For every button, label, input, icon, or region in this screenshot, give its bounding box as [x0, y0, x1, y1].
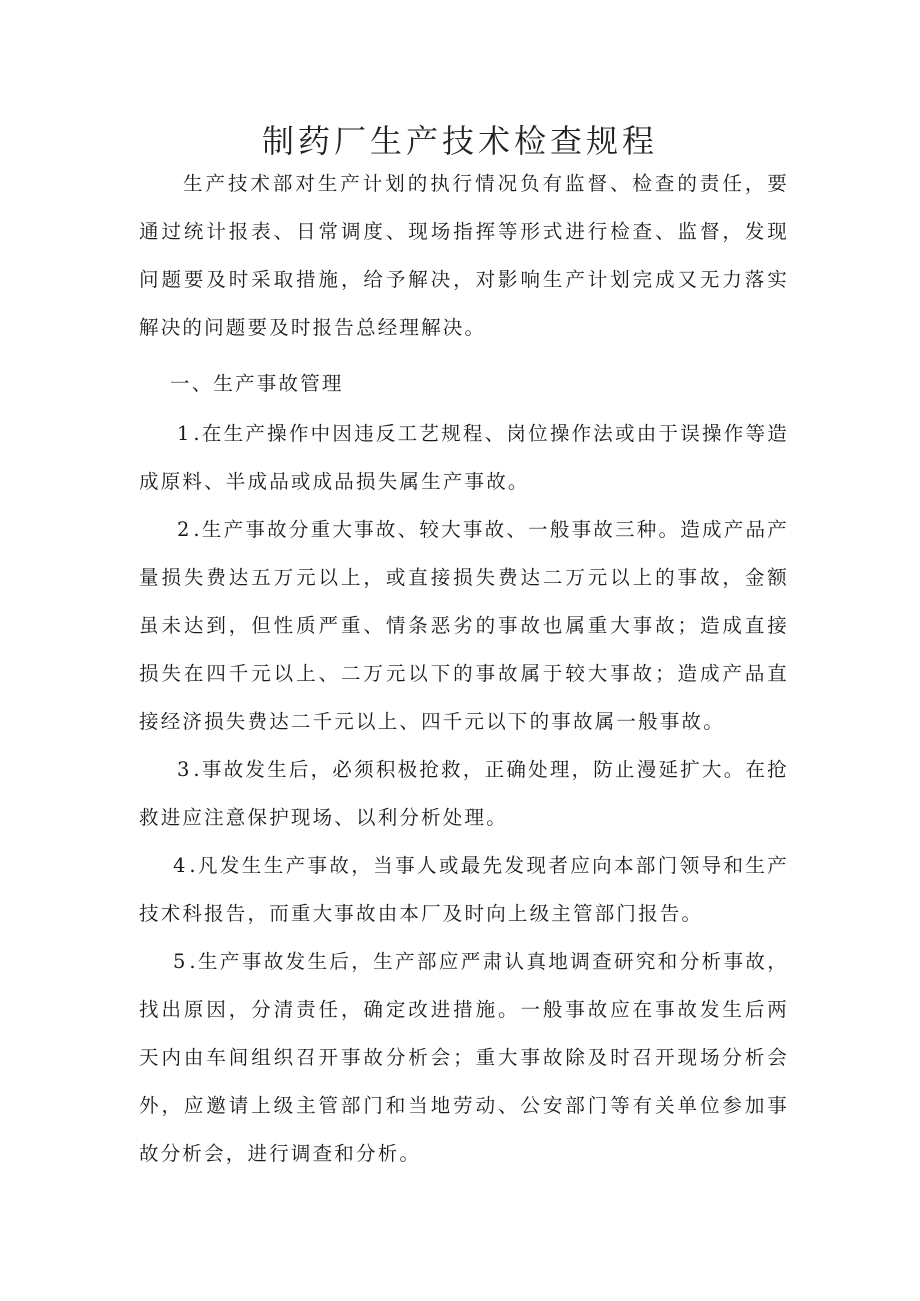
list-item: [139, 938, 789, 1178]
item-text: .生产事故发生后，生产部应严肃认真地调查研究和分析事故，找出原因，分清责任，确定改进措施。一般事故应在事故发生后两天内由车间组织召开事故分析会；重大事故除及时召开现场分析会外，应邀请上级主管部门和当地劳动、公安部门等有关单位参加事故分析会，进行调查和分析。: [139, 950, 789, 1165]
item-number: 2: [177, 518, 194, 541]
item-number: 1: [177, 422, 194, 445]
intro-paragraph: 生产技术部对生产计划的执行情况负有监督、检查的责任，要通过统计报表、日常调度、现场指挥等形式进行检查、监督，发现问题要及时采取措施，给予解决，对影响生产计划完成又无力落实解决的问题要及时报告总经理解决。: [139, 172, 789, 339]
list-item: [139, 842, 789, 938]
item-text: .生产事故分重大事故、较大事故、一般事故三种。造成产品产量损失费达五万元以上，或直接损失费达二万元以上的事故，金额虽未达到，但性质严重、情条恶劣的事故也属重大事故；造成直接损失在四千元以上、二万元以下的事故属于较大事故；造成产品直接经济损失费达二千元以上、四千元以下的事故属一般事故。: [139, 518, 789, 733]
item-text: .在生产操作中因违反工艺规程、岗位操作法或由于误操作等造成原料、半成品或成品损失属生产事故。: [139, 422, 789, 493]
item-number: 4: [173, 854, 190, 877]
item-number: 3: [177, 758, 194, 781]
list-item: [139, 506, 789, 746]
item-number: 5: [173, 950, 190, 973]
document-title: 制药厂生产技术检查规程: [261, 122, 658, 160]
list-item: [139, 410, 789, 506]
list-item: [139, 746, 789, 842]
item-text: .事故发生后，必须积极抢救，正确处理，防止漫延扩大。在抢救进应注意保护现场、以利分析处理。: [139, 758, 789, 829]
section-heading: 一、生产事故管理: [170, 372, 344, 395]
item-text: .凡发生生产事故，当事人或最先发现者应向本部门领导和生产技术科报告，而重大事故由本厂及时向上级主管部门报告。: [139, 854, 789, 925]
